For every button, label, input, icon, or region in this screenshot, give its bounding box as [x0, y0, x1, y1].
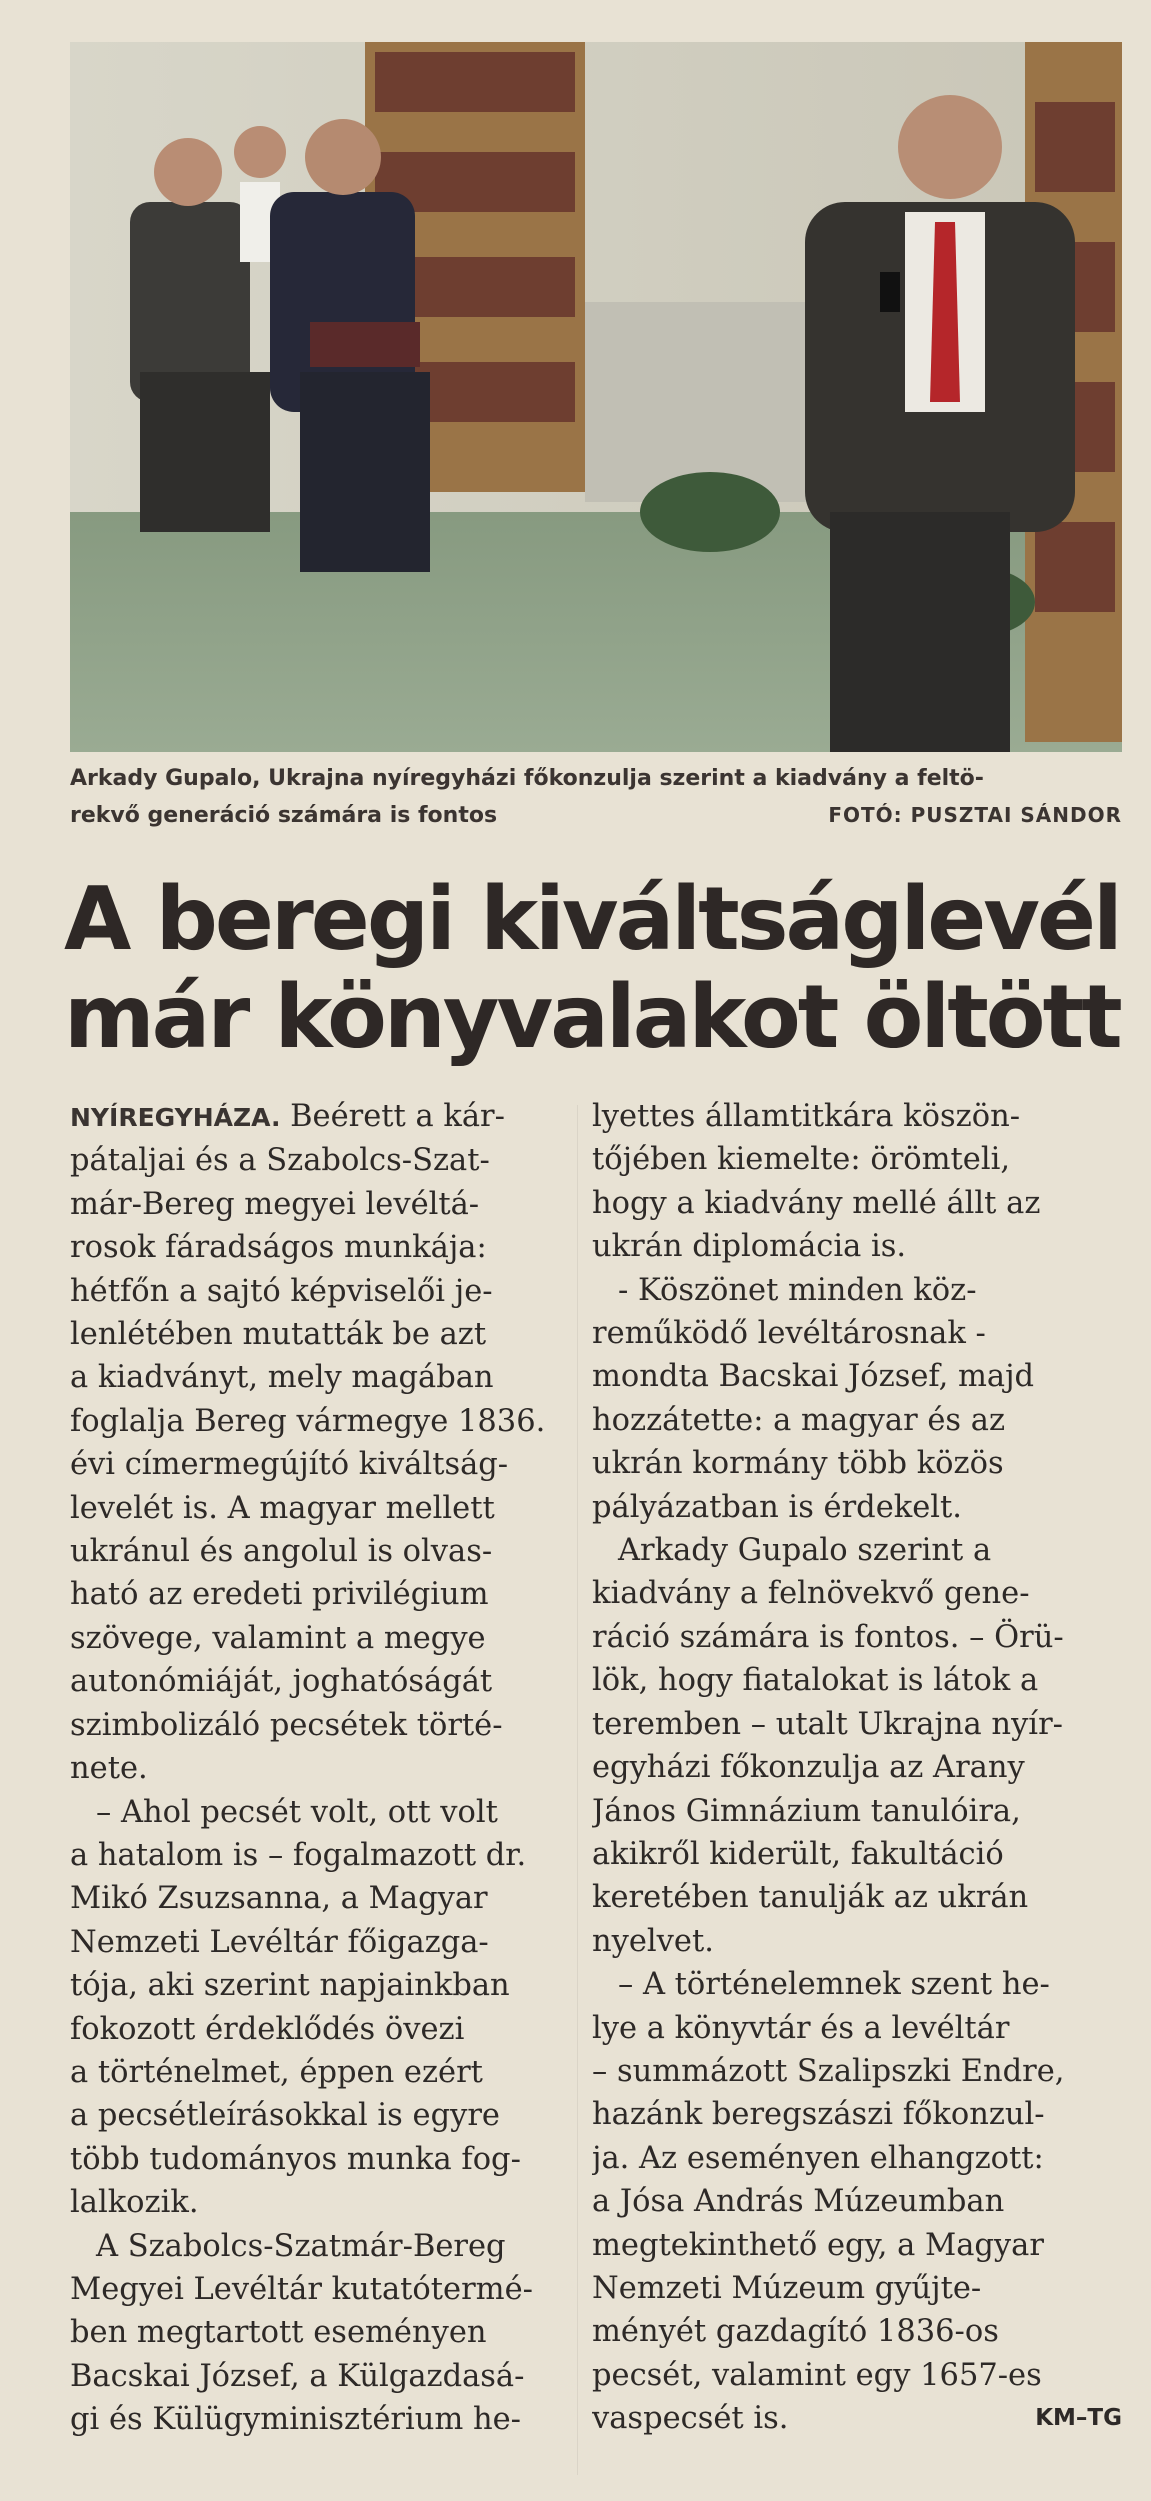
text-line: teremben – utalt Ukrajna nyír-	[592, 1706, 1063, 1742]
text-line: rosok fáradságos munkája:	[70, 1230, 487, 1266]
article-column-right	[592, 1095, 1122, 2441]
text-line: a Jósa András Múzeumban	[592, 2184, 1005, 2220]
text-line: reműködő levéltárosnak -	[592, 1316, 986, 1352]
text-line: Nemzeti Levéltár főigazga-	[70, 1924, 489, 1960]
text-line: hazánk beregszászi főkonzul-	[592, 2097, 1045, 2133]
caption-text: rekvő generáció számára is fontos	[70, 803, 498, 828]
photo-caption	[70, 760, 1122, 834]
text-line: tőjében kiemelte: örömteli,	[592, 1142, 1011, 1178]
headline-line: A beregi kiváltságlevél	[64, 868, 1120, 970]
text-line: levelét is. A magyar mellett	[70, 1490, 495, 1526]
article-photo	[70, 42, 1122, 752]
text-line: nete.	[70, 1751, 148, 1787]
text-line: - Köszönet minden köz-	[618, 1272, 977, 1308]
text-line: hétfőn a sajtó képviselői je-	[70, 1273, 493, 1309]
text-line: keretében tanulják az ukrán	[592, 1880, 1029, 1916]
text-line: – Ahol pecsét volt, ott volt	[96, 1794, 498, 1830]
text-line: kiadvány a felnövekvő gene-	[592, 1576, 1030, 1612]
text-line: Megyei Levéltár kutatótermé-	[70, 2271, 533, 2307]
text-line: autonómiáját, joghatóságát	[70, 1664, 493, 1700]
text-line: a kiadványt, mely magában	[70, 1360, 494, 1396]
article-column-left	[70, 1095, 590, 2442]
text-line: fokozott érdeklődés övezi	[70, 2011, 465, 2047]
text-line: lök, hogy fiatalokat is látok a	[592, 1663, 1039, 1699]
text-line: gi és Külügyminisztérium he-	[70, 2402, 521, 2438]
text-line: lye a könyvtár és a levéltár	[592, 2010, 1010, 2046]
text-line: Nemzeti Múzeum gyűjte-	[592, 2270, 982, 2306]
text-line: ukrán diplomácia is.	[592, 1229, 907, 1265]
column-divider	[577, 1105, 578, 2475]
text-line: Arkady Gupalo szerint a	[618, 1533, 992, 1569]
text-line: – summázott Szalipszki Endre,	[592, 2053, 1065, 2089]
caption-line: Arkady Gupalo, Ukrajna nyíregyházi főkonzulja szerint a kiadvány a feltö-	[70, 766, 984, 791]
text-line: már-Bereg megyei levéltá-	[70, 1186, 480, 1222]
text-line: ben megtartott eseményen	[70, 2315, 487, 2351]
text-line: évi címermegújító kiváltság-	[70, 1447, 509, 1483]
text-line: hozzátette: a magyar és az	[592, 1402, 1006, 1438]
article-headline	[64, 870, 1124, 1066]
text-line: pecsét, valamint egy 1657-es	[592, 2357, 1042, 2393]
text-line: foglalja Bereg vármegye 1836.	[70, 1403, 546, 1439]
text-line: több tudományos munka fog-	[70, 2141, 521, 2177]
text-line: hogy a kiadvány mellé állt az	[592, 1185, 1041, 1221]
dateline: NYÍREGYHÁZA.	[70, 1103, 281, 1132]
text-line: – A történelemnek szent he-	[618, 1967, 1050, 2003]
text-line: akikről kiderült, fakultáció	[592, 1836, 1004, 1872]
text-line: Bacskai József, a Külgazdasá-	[70, 2358, 525, 2394]
text: Beérett a kár-	[280, 1099, 505, 1134]
text-line: szimbolizáló pecsétek törté-	[70, 1707, 503, 1743]
text-line: lyettes államtitkára köszön-	[592, 1099, 1021, 1134]
text-line: ukrán kormány több közös	[592, 1446, 1004, 1482]
text-line: szövege, valamint a megye	[70, 1620, 486, 1656]
text-line: lenlétében mutatták be azt	[70, 1317, 487, 1353]
text-line: János Gimnázium tanulóira,	[592, 1793, 1021, 1829]
text-line: pátaljai és a Szabolcs-Szat-	[70, 1143, 490, 1179]
headline-line: már könyvalakot öltött	[64, 966, 1120, 1068]
text-line	[70, 1095, 590, 1139]
text-line: ható az eredeti privilégium	[70, 1577, 489, 1613]
text-line: a hatalom is – fogalmazott dr.	[70, 1837, 527, 1873]
text-line: A Szabolcs-Szatmár-Bereg	[96, 2228, 506, 2264]
text-line: ukránul és angolul is olvas-	[70, 1534, 493, 1570]
text: vaspecsét is.	[592, 2401, 789, 2437]
text-line: megtekinthető egy, a Magyar	[592, 2227, 1044, 2263]
text-line: a történelmet, éppen ezért	[70, 2054, 483, 2090]
text-line: lalkozik.	[70, 2185, 199, 2221]
text-line: tója, aki szerint napjainkban	[70, 1968, 510, 2004]
author-signature: KM–TG	[1035, 2405, 1122, 2432]
text-line: ményét gazdagító 1836-os	[592, 2314, 999, 2350]
text-line: mondta Bacskai József, majd	[592, 1359, 1035, 1395]
text-line: ráció számára is fontos. – Örü-	[592, 1619, 1064, 1655]
text-line	[592, 2397, 1122, 2440]
text-line: pályázatban is érdekelt.	[592, 1489, 962, 1525]
text-line: Mikó Zsuzsanna, a Magyar	[70, 1881, 488, 1917]
text-line: a pecsétleírásokkal is egyre	[70, 2098, 500, 2134]
photo-credit: FOTÓ: PUSZTAI SÁNDOR	[828, 803, 1122, 827]
text-line: egyházi főkonzulja az Arany	[592, 1750, 1025, 1786]
text-line: nyelvet.	[592, 1923, 714, 1959]
caption-line	[70, 797, 1122, 834]
text-line: ja. Az eseményen elhangzott:	[592, 2140, 1044, 2176]
